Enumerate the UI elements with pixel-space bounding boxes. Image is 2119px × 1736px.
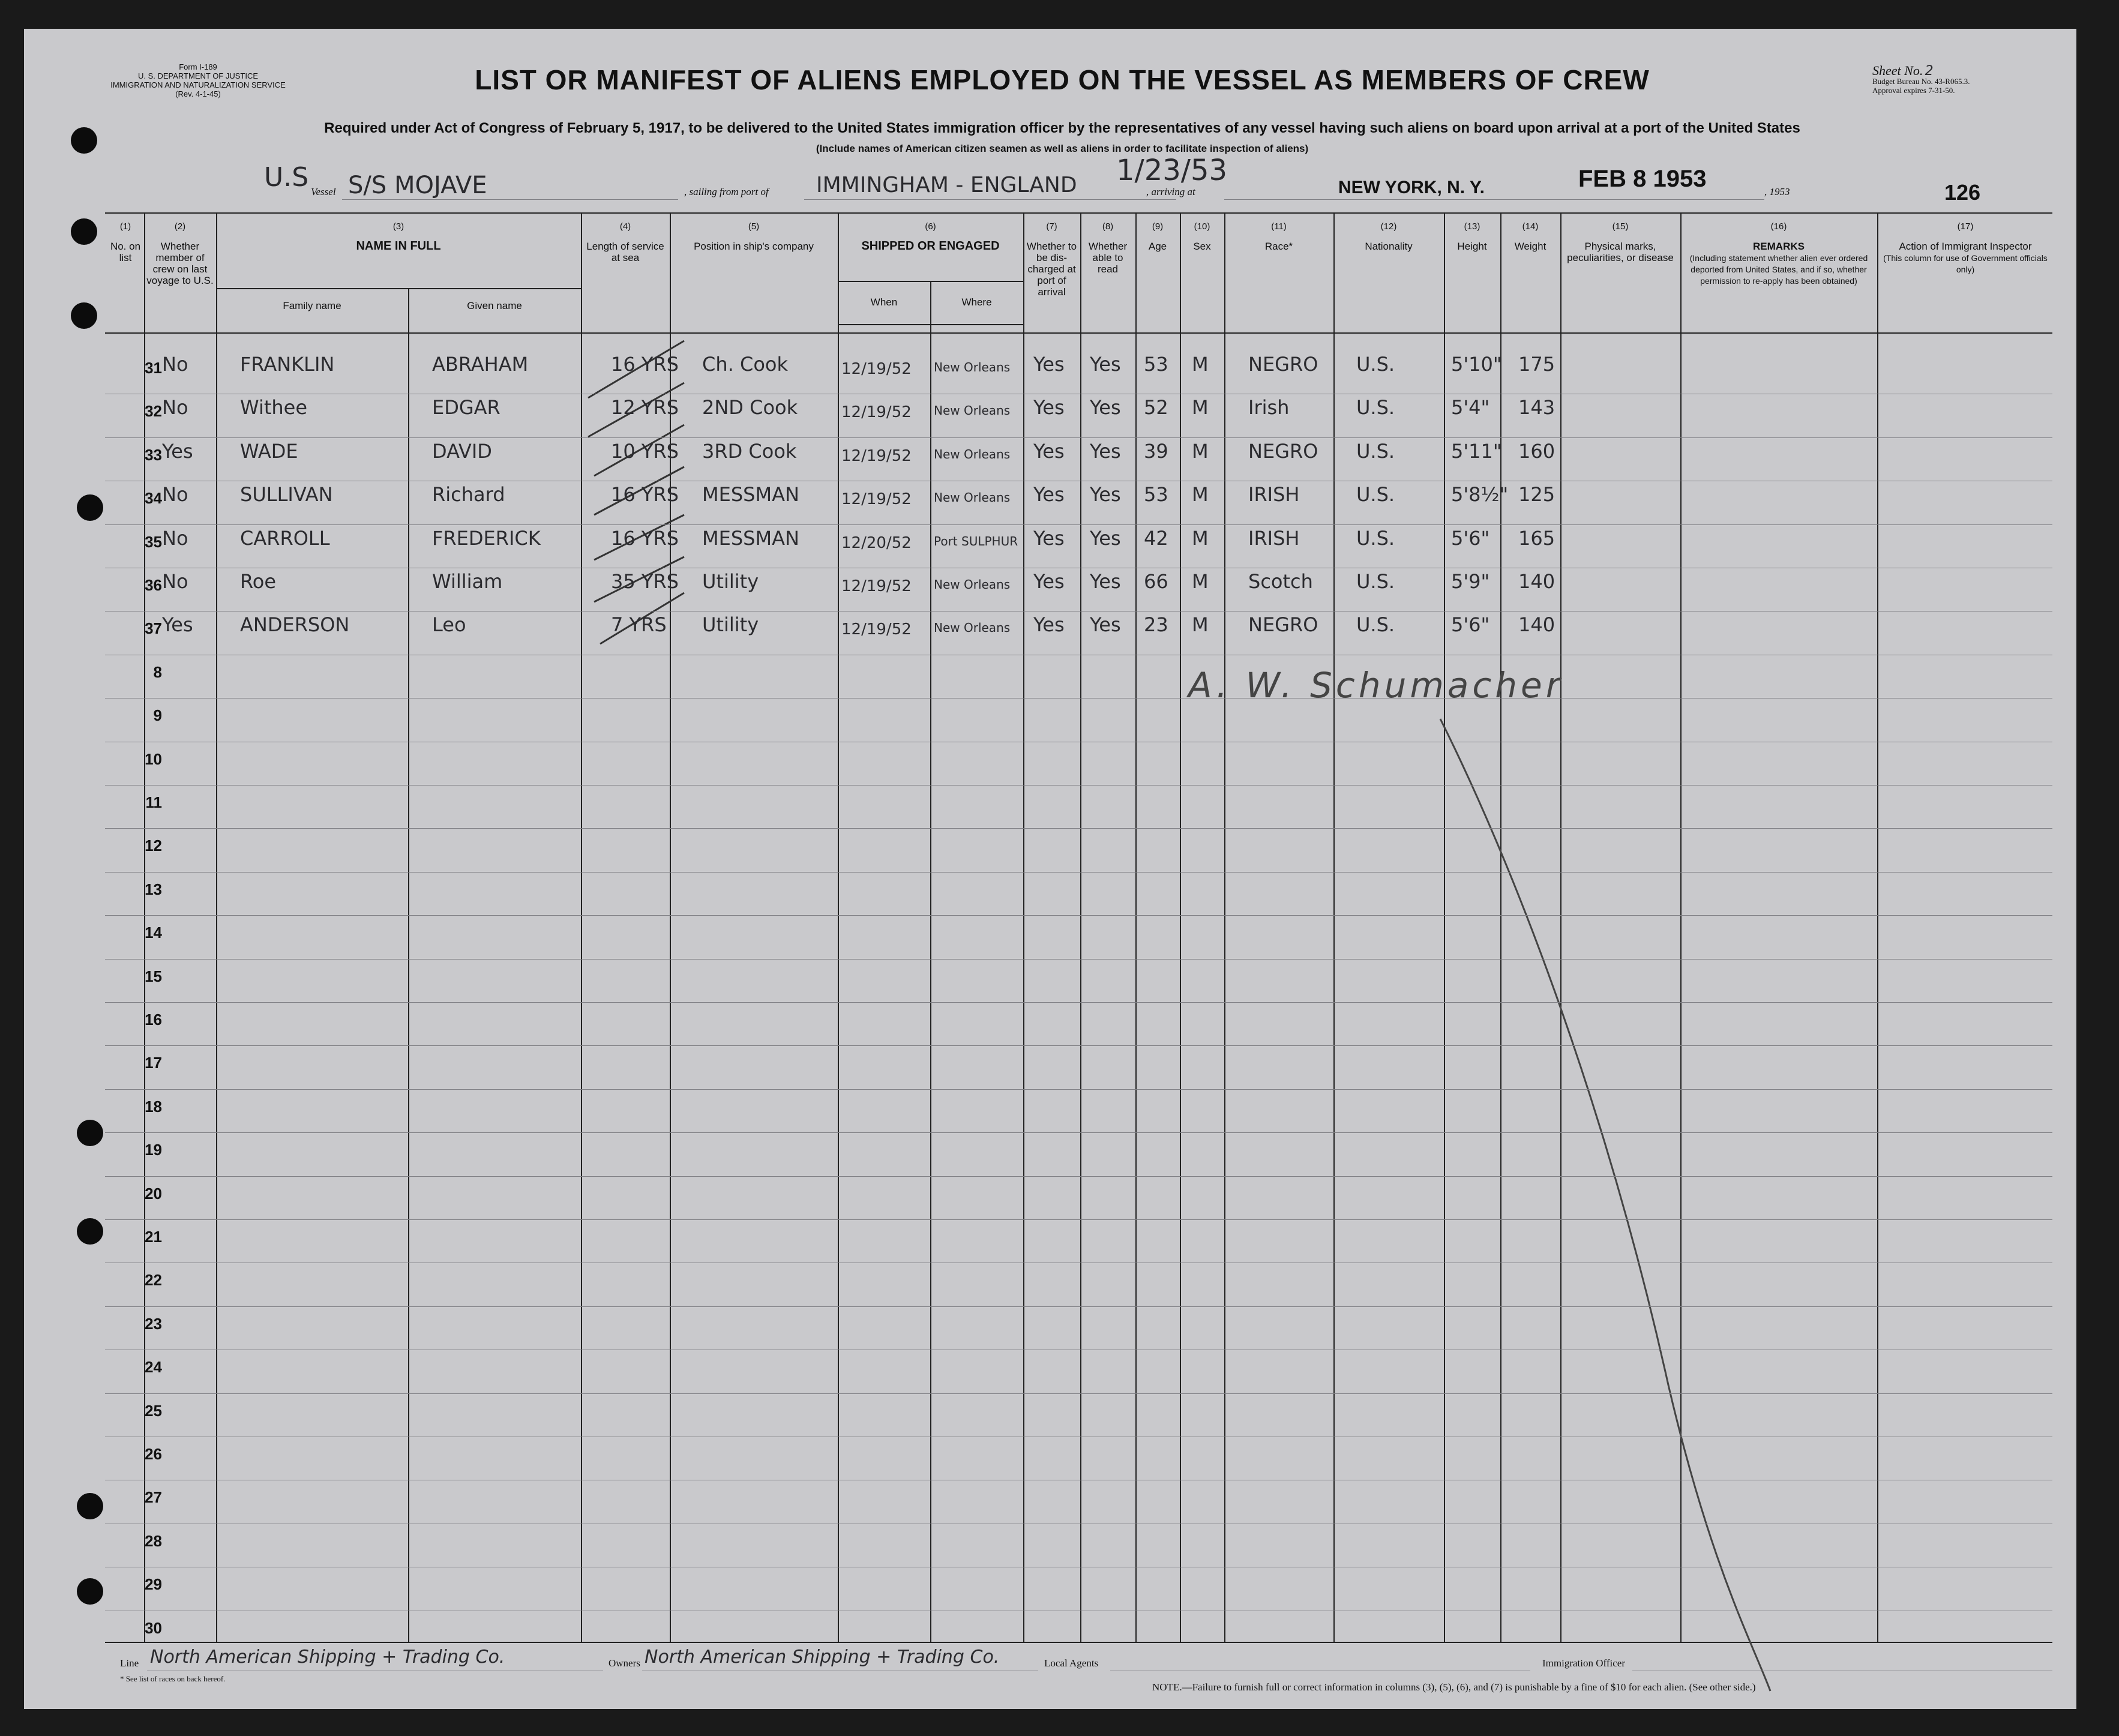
manifest-sheet [24,29,2076,1709]
crew-shipped-when: 12/19/52 [841,620,912,639]
crew-service-length: 16 YRS [611,526,679,550]
crew-shipped-where: Port SULPHUR [934,533,1018,548]
column-header-nationality: (12) Nationality [1365,221,1413,252]
crew-nationality: U.S. [1356,483,1395,506]
crew-able-to-read: Yes [1090,526,1121,550]
crew-height: 5'4" [1451,396,1490,419]
punch-hole [71,127,97,154]
crew-given-name: EDGAR [432,396,500,419]
crew-age: 23 [1144,613,1168,637]
crew-weight: 143 [1518,396,1555,419]
row-number: 16 [145,1011,162,1029]
crew-family-name: FRANKLIN [240,353,335,376]
crew-weight: 165 [1518,526,1555,550]
crew-discharged: Yes [1033,396,1065,419]
crew-position: 3RD Cook [702,439,797,463]
row-number: 32 [145,402,162,421]
crew-shipped-where: New Orleans [934,620,1011,635]
crew-able-to-read: Yes [1090,353,1121,376]
row-number: 37 [145,619,162,638]
column-header-where: Where [961,296,992,308]
crew-race: Irish [1248,396,1290,419]
crew-weight: 140 [1518,570,1555,593]
crew-service-length: 12 YRS [611,396,679,419]
column-header-discharged: (7) Whether to be dis-charged at port of arrival [1026,221,1077,298]
approval-expires: Approval expires 7-31-50. [1872,86,1955,95]
form-revision: (Rev. 4-1-45) [175,89,221,98]
form-service: IMMIGRATION AND NATURALIZATION SERVICE [110,80,286,89]
row-number: 21 [145,1228,162,1246]
crew-discharged: Yes [1033,439,1065,463]
crew-family-name: SULLIVAN [240,483,333,506]
column-header-given-name: Given name [467,300,522,311]
crew-shipped-where: New Orleans [934,577,1011,592]
arriving-label: , arriving at [1146,186,1195,197]
column-header-physical-marks: (15) Physical marks, peculiarities, or disease [1567,221,1674,263]
crew-race: NEGRO [1248,613,1318,637]
form-department: U. S. DEPARTMENT OF JUSTICE [137,71,259,80]
column-header-position: (5) Position in ship's company [694,221,814,252]
pencil-strike-line [1428,695,1812,1703]
row-number: 11 [145,793,162,811]
crew-family-name: Withee [240,396,308,419]
crew-last-voyage: No [162,526,188,550]
row-number: 10 [145,749,162,768]
crew-last-voyage: No [162,396,188,419]
crew-height: 5'9" [1451,570,1490,593]
crew-shipped-when: 12/19/52 [841,446,912,465]
column-header-sex: (10) Sex [1193,221,1211,252]
crew-weight: 125 [1518,483,1555,506]
row-number: 30 [145,1618,162,1637]
requirement-note: (Include names of American citizen seamen as well as aliens in order to facilitate inspection of aliens) [816,143,1309,154]
column-header-race: (11) Race* [1264,221,1293,252]
row-number: 35 [145,532,162,551]
row-number: 18 [145,1097,162,1116]
crew-height: 5'6" [1451,613,1490,637]
crew-sex: M [1192,570,1209,593]
crew-race: NEGRO [1248,353,1318,376]
crew-given-name: Richard [432,483,505,506]
crew-discharged: Yes [1033,353,1065,376]
crew-family-name: CARROLL [240,526,330,550]
arrival-date-stamp: FEB 8 1953 [1578,166,1707,192]
row-number: 27 [145,1488,162,1507]
row-number: 20 [145,1184,162,1203]
crew-height: 5'11" [1451,439,1502,463]
crew-height: 5'6" [1451,526,1490,550]
crew-race: Scotch [1248,570,1313,593]
row-number: 26 [145,1445,162,1463]
crew-discharged: Yes [1033,570,1065,593]
crew-service-length: 16 YRS [611,483,679,506]
row-number: 22 [145,1271,162,1290]
arrival-year: , 1953 [1764,186,1790,197]
crew-position: Utility [702,613,759,637]
row-number: 23 [145,1314,162,1333]
crew-weight: 160 [1518,439,1555,463]
line-company: North American Shipping + Trading Co. [150,1647,505,1668]
crew-nationality: U.S. [1356,526,1395,550]
crew-service-length: 7 YRS [611,613,667,637]
vessel-prefix: U.S [264,162,309,193]
column-header-inspector-action: (17) Action of Immigrant Inspector (This column for use of Government officials only) [1883,221,2048,274]
crew-able-to-read: Yes [1090,483,1121,506]
row-number: 34 [145,489,162,508]
crew-weight: 140 [1518,613,1555,637]
crew-last-voyage: No [162,353,188,376]
crew-sex: M [1192,353,1209,376]
crew-shipped-where: New Orleans [934,360,1011,374]
row-number: 31 [145,359,162,377]
crew-race: IRISH [1248,483,1300,506]
crew-position: 2ND Cook [702,396,798,419]
crew-position: MESSMAN [702,526,799,550]
punch-hole [71,218,97,245]
penalty-note: NOTE.—Failure to furnish full or correct information in columns (3), (5), (6), and (7) is punishable by a fine of $10 for each alien. (See other side.) [1152,1681,1756,1693]
crew-able-to-read: Yes [1090,570,1121,593]
row-number: 24 [145,1358,162,1377]
local-agents-label: Local Agents [1044,1657,1099,1669]
sailing-date: 1/23/53 [1116,154,1228,187]
row-number: 25 [145,1401,162,1420]
crew-discharged: Yes [1033,483,1065,506]
crew-shipped-when: 12/19/52 [841,490,912,509]
crew-age: 39 [1144,439,1168,463]
crew-nationality: U.S. [1356,439,1395,463]
crew-last-voyage: No [162,483,188,506]
crew-position: Utility [702,570,759,593]
row-number: 14 [145,924,162,942]
crew-service-length: 35 YRS [611,570,679,593]
sailing-port: IMMINGHAM - ENGLAND [816,173,1077,197]
column-header-when: When [870,296,898,308]
crew-shipped-where: New Orleans [934,403,1011,418]
row-number: 28 [145,1531,162,1550]
row-number: 12 [145,836,162,855]
crew-family-name: WADE [240,439,298,463]
row-number: 36 [145,576,162,594]
crew-last-voyage: No [162,570,188,593]
crew-sex: M [1192,526,1209,550]
crew-given-name: FREDERICK [432,526,541,550]
crew-age: 66 [1144,570,1168,593]
sheet-label: Sheet No. [1872,63,1923,78]
column-header-shipped: (6) SHIPPED OR ENGAGED [861,221,1000,253]
crew-discharged: Yes [1033,526,1065,550]
crew-nationality: U.S. [1356,613,1395,637]
form-identifier [72,62,324,98]
crew-able-to-read: Yes [1090,613,1121,637]
crew-last-voyage: Yes [162,613,193,637]
sheet-number-block [1872,63,2064,95]
requirement-statement: Required under Act of Congress of February 5, 1917, to be delivered to the United States immigration officer by the representatives of any vessel having such aliens on board upon arrival at a port of the United States [324,120,1800,136]
crew-race: NEGRO [1248,439,1318,463]
document-title: LIST OR MANIFEST OF ALIENS EMPLOYED ON THE VESSEL AS MEMBERS OF CREW [475,64,1650,95]
crew-sex: M [1192,439,1209,463]
row-number: 13 [145,880,162,898]
row-number: 17 [145,1054,162,1072]
column-header-remarks: (16) REMARKS (Including statement whether alien ever ordered deported from United States, and if so, whether permission to re-apply has been obtained) [1689,221,1868,286]
column-header-age: (9) Age [1148,221,1167,252]
crew-weight: 175 [1518,353,1555,376]
owners-label: Owners [609,1657,640,1669]
crew-age: 53 [1144,483,1168,506]
form-number: Form I-189 [179,62,217,71]
crew-sex: M [1192,483,1209,506]
crew-sex: M [1192,396,1209,419]
crew-shipped-when: 12/19/52 [841,360,912,378]
budget-bureau: Budget Bureau No. 43-R065.3. [1872,77,1970,86]
row-number: 29 [145,1575,162,1594]
row-number: 9 [153,706,162,725]
races-note: * See list of races on back hereof. [120,1674,226,1683]
crew-position: Ch. Cook [702,353,788,376]
crew-nationality: U.S. [1356,570,1395,593]
crew-last-voyage: Yes [162,439,193,463]
column-header-able-to-read: (8) Whether able to read [1088,221,1128,275]
column-header-service-length: (4) Length of service at sea [586,221,664,263]
crew-given-name: Leo [432,613,466,637]
crew-given-name: ABRAHAM [432,353,529,376]
crew-family-name: Roe [240,570,277,593]
column-header-list-number: (1) No. on list [110,221,141,263]
column-header-name: (3) NAME IN FULL [356,221,441,253]
row-number: 8 [153,662,162,681]
row-number: 19 [145,1141,162,1159]
crew-nationality: U.S. [1356,396,1395,419]
crew-able-to-read: Yes [1090,396,1121,419]
crew-able-to-read: Yes [1090,439,1121,463]
crew-age: 53 [1144,353,1168,376]
crew-age: 52 [1144,396,1168,419]
crew-family-name: ANDERSON [240,613,350,637]
column-header-weight: (14) Weight [1514,221,1546,252]
vessel-name: S/S MOJAVE [348,172,487,199]
crew-given-name: DAVID [432,439,492,463]
sailing-label: , sailing from port of [684,186,769,197]
crew-position: MESSMAN [702,483,799,506]
crew-height: 5'10" [1451,353,1502,376]
crew-shipped-when: 12/20/52 [841,533,912,552]
row-number: 33 [145,445,162,464]
crew-shipped-when: 12/19/52 [841,577,912,595]
crew-sex: M [1192,613,1209,637]
page-number: 126 [1944,180,1981,205]
crew-nationality: U.S. [1356,353,1395,376]
arriving-port: NEW YORK, N. Y. [1338,178,1485,197]
crew-shipped-where: New Orleans [934,490,1011,505]
crew-height: 5'8½" [1451,483,1509,506]
sheet-number: 2 [1925,64,1934,79]
punch-hole [71,302,97,329]
row-number: 15 [145,967,162,985]
crew-service-length: 16 YRS [611,353,679,376]
column-header-height: (13) Height [1457,221,1487,252]
crew-age: 42 [1144,526,1168,550]
column-header-last-voyage: (2) Whether member of crew on last voyage to U.S. [146,221,214,286]
signature: A. W. Schumacher [1188,665,1564,706]
column-header-family-name: Family name [283,300,341,311]
owners-company: North American Shipping + Trading Co. [645,1647,1000,1668]
crew-shipped-when: 12/19/52 [841,403,912,422]
immigration-officer-label: Immigration Officer [1542,1657,1626,1669]
crew-discharged: Yes [1033,613,1065,637]
service-strike-marks [564,323,744,695]
line-label: Line [120,1657,139,1669]
crew-service-length: 10 YRS [611,439,679,463]
vessel-label: Vessel [311,186,336,197]
crew-race: IRISH [1248,526,1300,550]
crew-shipped-where: New Orleans [934,446,1011,461]
crew-given-name: William [432,570,503,593]
